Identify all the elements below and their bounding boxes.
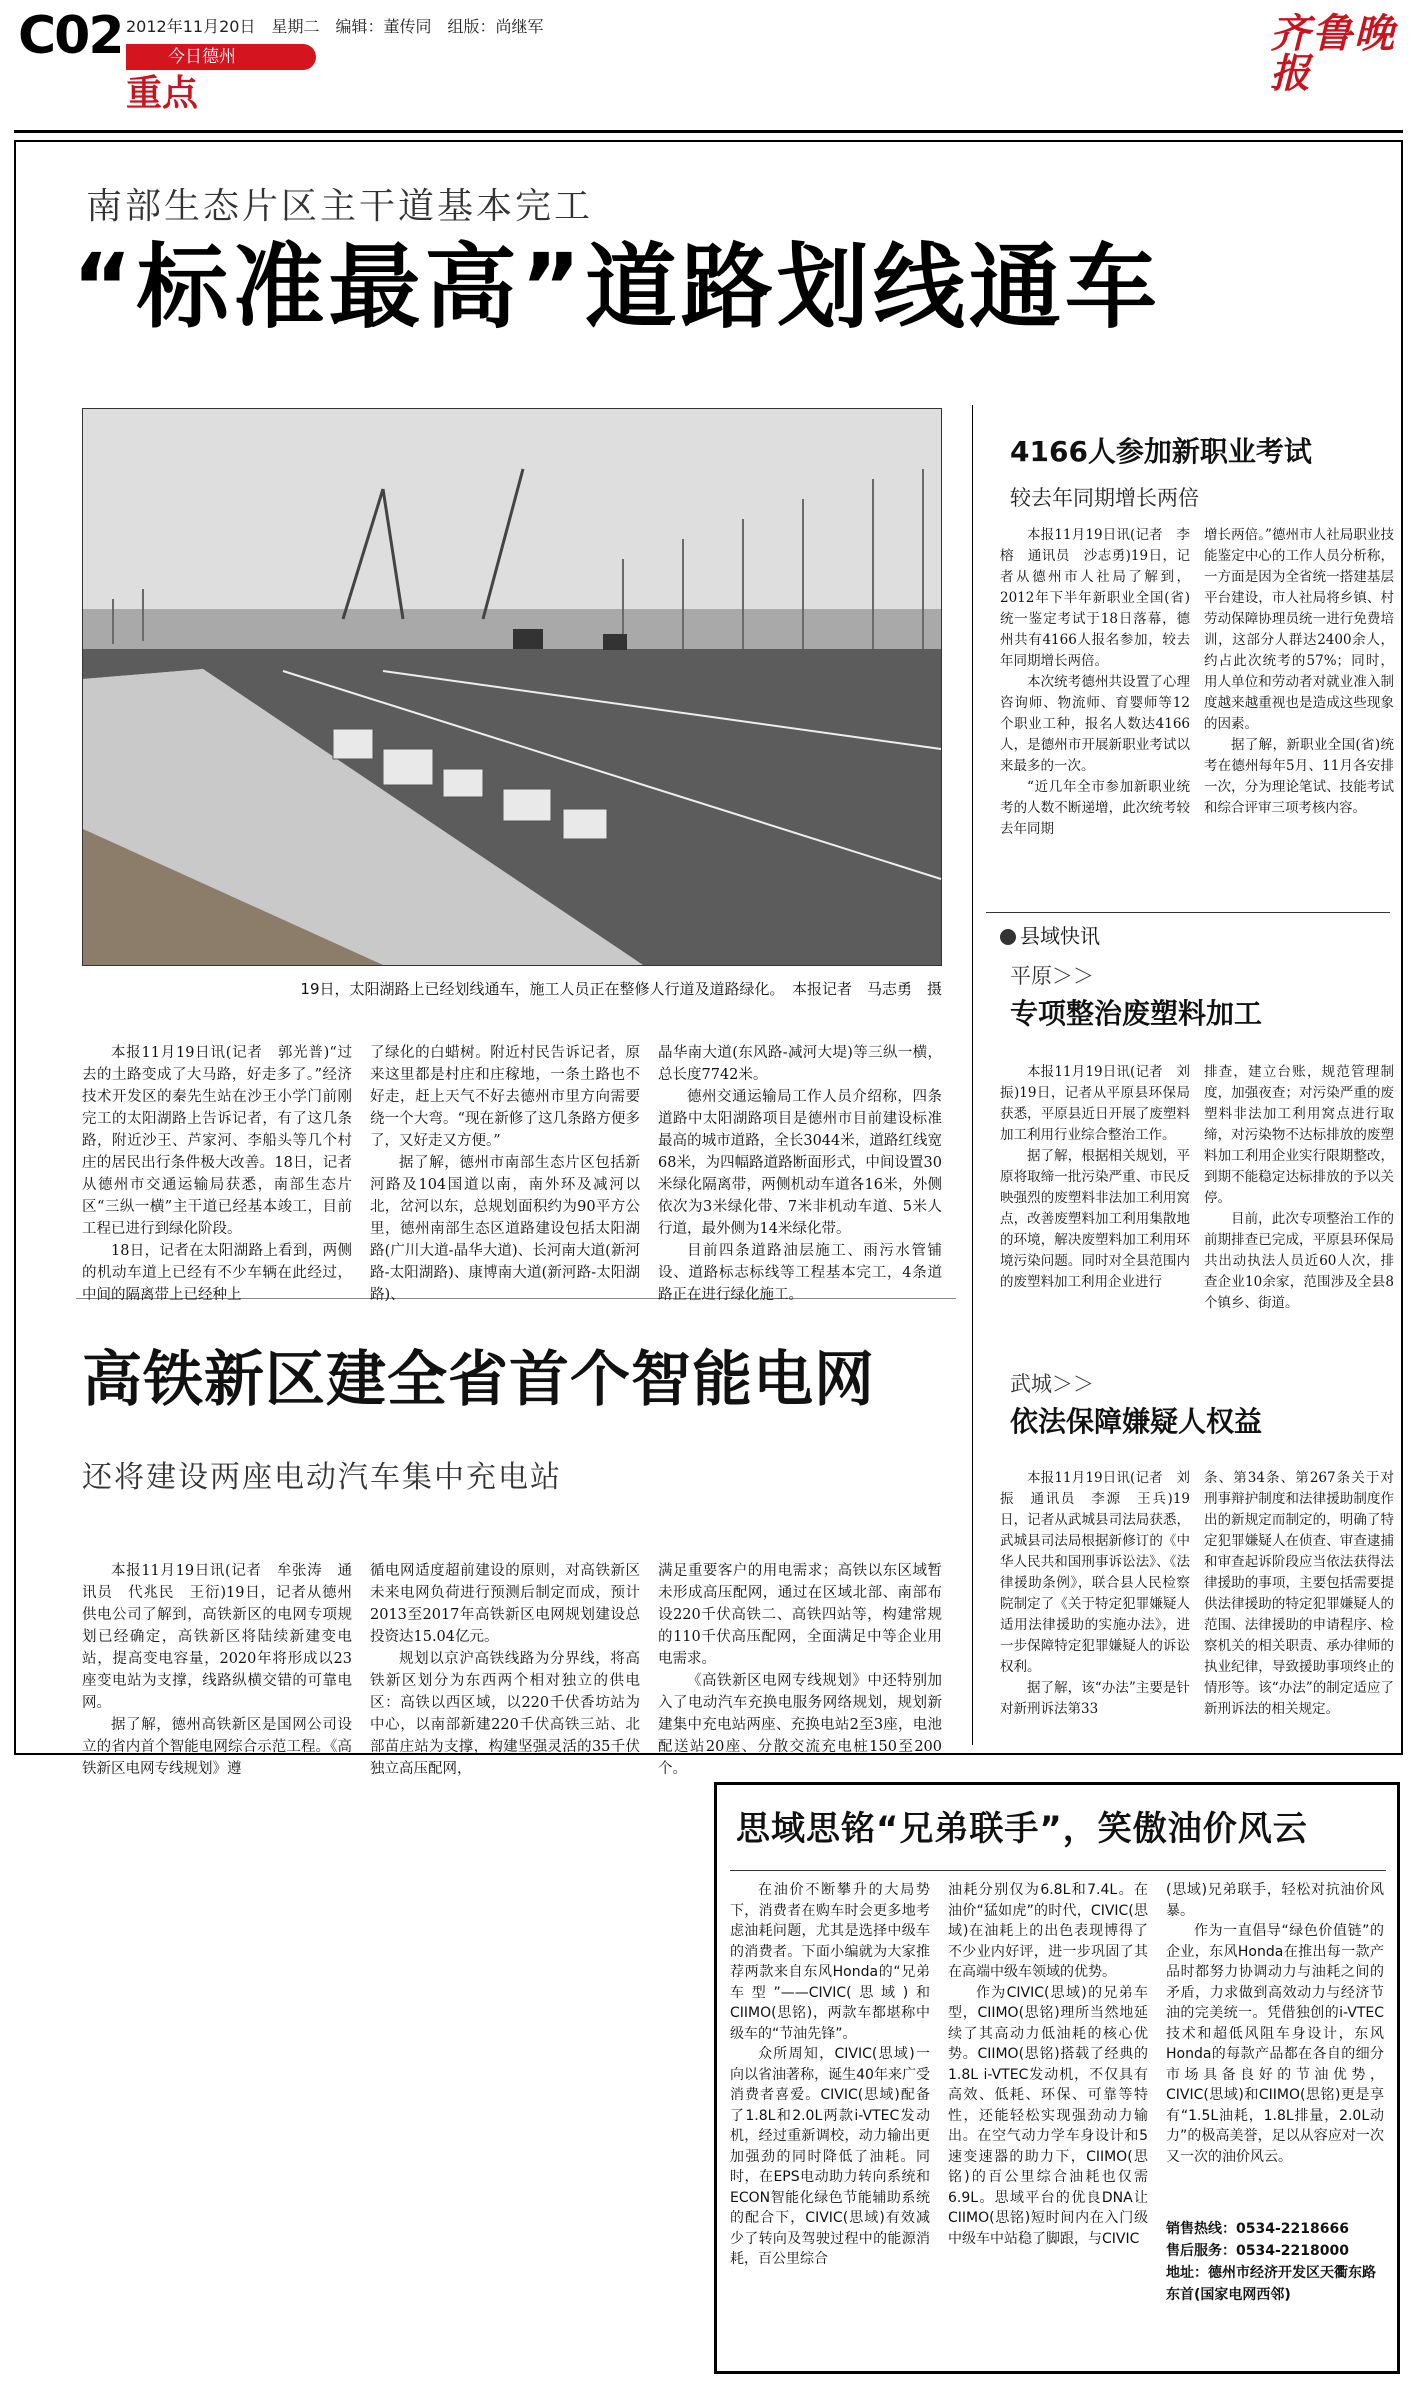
paragraph: 本报11月19日讯(记者 刘振)19日，记者从平原县环保局获悉，平原县近日开展了废塑料加工利用行业综合整治工作。 [1000, 1064, 1190, 1143]
paragraph: 据了解，根据相关规划，平原将取缔一批污染严重、市民反映强烈的废塑料非法加工利用窝点，改善废塑料加工利用集散地的环境，解决废塑料加工利用环境污染问题。同时对全县范围内的废塑料加工利用企业进行 [1000, 1148, 1190, 1290]
page-number: C02 [18, 6, 123, 66]
plastic-column-2 [1204, 1062, 1394, 1342]
exam-headline: 4166人参加新职业考试 [1010, 435, 1312, 468]
plastic-headline: 专项整治废塑料加工 [1010, 997, 1263, 1030]
paragraph: 据了解，新职业全国(省)统考在德州每年5月、11月各安排一次，分为理论笔试、技能考试和综合评审三项考核内容。 [1204, 737, 1394, 816]
section-pill: 今日德州 [126, 44, 316, 70]
advertorial-column-1 [730, 1880, 930, 2370]
paragraph: 目前四条道路油层施工、雨污水管铺设、道路标志标线等工程基本完工，4条道路正在进行绿化施工。 [658, 1243, 942, 1303]
story1-subtitle: 南部生态片区主干道基本完工 [86, 186, 594, 227]
paragraph: 作为一直倡导“绿色价值链”的企业，东风Honda在推出每一款产品时都努力协调动力与油耗之间的矛盾，力求做到高效动力与经济节油的完美统一。凭借独创的i-VTEC技术和超低风阻车身设计，东风Honda的每款产品都在各自的细分市场具备良好的节油优势，CIVIC(思域)和CIIMO(思铭)更是享有“1.5L油耗，1.8L排量，2.0L动力”的极高美誉，足以从容应对一次又一次的油价风云。 [1166, 1923, 1384, 2165]
county-news-label: 县域快讯 [1020, 924, 1100, 948]
road-photo-illustration [83, 409, 941, 965]
plastic-column-1 [1000, 1062, 1190, 1342]
story2-column-2 [370, 1560, 640, 1777]
paragraph: 条、第34条、第267条关于对刑事辩护制度和法律援助制度作出的新规定而制定的，明确了特定犯罪嫌疑人在侦查、审查逮捕和审查起诉阶段应当依法获得法律援助的事项，主要包括需要提供法律援助的特定犯罪嫌疑人的范围、法律援助的申请程序、检察机关的相关职责、承办律师的执业纪律，导致援助事项终止的情形等。该“办法”的制定适应了新刑诉法的相关规定。 [1204, 1470, 1394, 1717]
paragraph: 德州交通运输局工作人员介绍称，四条道路中太阳湖路项目是德州市目前建设标准最高的城市道路，全长3044米，道路红线宽68米，为四幅路道路断面形式，中间设置30米绿化隔离带，两侧机动车道各16米，外侧依次为3米绿化带、7米非机动车道、5米人行道，最外侧为14米绿化带。 [658, 1089, 942, 1237]
header-rule [14, 130, 1403, 133]
wucheng-label: 武城＞＞ [1010, 1372, 1094, 1396]
story2-headline: 高铁新区建全省首个智能电网 [82, 1345, 875, 1415]
sales-hotline: 销售热线：0534-2218666 [1166, 2221, 1349, 2237]
paragraph: 在油价不断攀升的大局势下，消费者在购车时会更多地考虑油耗问题，尤其是选择中级车的消费者。下面小编就为大家推荐两款来自东风Honda的“兄弟车型”——CIVIC(思域)和CIIMO(思铭)，两款车都堪称中级车的“节油先锋”。 [730, 1882, 930, 2042]
paragraph: 作为CIVIC(思域)的兄弟车型，CIIMO(思铭)理所当然地延续了其高动力低油耗的核心优势。CIIMO(思铭)搭载了经典的1.8L i-VTEC发动机，不仅具有高效、低耗、环保、可靠等特性，还能轻松实现强劲动力输出。在空气动力学车身设计和5速变速器的助力下，CIIMO(思铭)的百公里综合油耗也仅需6.9L。思域平台的优良DNA让CIIMO(思铭)短时间内在入门级中级车中站稳了脚跟，与CIVIC [948, 1984, 1148, 2247]
paragraph: 本报11月19日讯(记者 牟张涛 通讯员 代兆民 王衍)19日，记者从德州供电公司了解到，高铁新区的电网专项规划已经确定，高铁新区将陆续新建变电站，提高变电容量，2020年将形成以23座变电站为支撑，线路纵横交错的可靠电网。 [82, 1563, 352, 1711]
paragraph: “近几年全市参加新职业统考的人数不断递增，此次统考较去年同期 [1000, 779, 1190, 837]
paragraph: 本报11月19日讯(记者 刘振 通讯员 李源 王兵)19日，记者从武城县司法局获悉，武城县司法局根据新修订的《中华人民共和国刑事诉讼法》、《法律援助条例》，联合县人民检察院制定了《关于特定犯罪嫌疑人适用法律援助的实施办法》，进一步保障特定犯罪嫌疑人的诉讼权利。 [1000, 1470, 1190, 1675]
paragraph: 排查，建立台账，规范管理制度，加强夜查；对污染严重的废塑料非法加工利用窝点进行取缔，对污染物不达标排放的废塑料加工利用企业实行限期整改，到期不能稳定达标排放的予以关停。 [1204, 1064, 1394, 1206]
paragraph: 18日，记者在太阳湖路上看到，两侧的机动车道上已经有不少车辆在此经过，中间的隔离带上已经种上 [82, 1243, 352, 1303]
legal-aid-column-2 [1204, 1468, 1394, 1746]
story1-column-1 [82, 1042, 352, 1303]
paragraph: 增长两倍。”德州市人社局职业技能鉴定中心的工作人员分析称，一方面是因为全省统一搭建基层平台建设，市人社局将乡镇、村劳动保障协理员统一进行免费培训，这部分人群达2400余人，约占此次统考的57%；同时，用人单位和劳动者对就业准入制度越来越重视也是造成这些现象的因素。 [1204, 527, 1394, 732]
story1-headline: “标准最高”道路划线通车 [72, 234, 1161, 341]
paragraph: 《高铁新区电网专线规划》中还特别加入了电动汽车充换电服务网络规划，规划新建集中充电站两座、充换电站2至3座，电池配送站20座、分散交流充电桩150至200个。 [658, 1673, 942, 1777]
advertorial-column-3 [1166, 1880, 1384, 2210]
paragraph: 规划以京沪高铁线路为分界线，将高铁新区划分为东西两个相对独立的供电区：高铁以西区域，以220千伏香坊站为中心，以南部新建220千伏高铁三站、北部苗庄站为支撑，构建坚强灵活的35千伏独立高压配网， [370, 1651, 640, 1777]
paragraph: 油耗分别仅为6.8L和7.4L。在油价“猛如虎”的时代，CIVIC(思域)在油耗上的出色表现博得了不少业内好评，进一步巩固了其在高端中级车领域的优势。 [948, 1882, 1148, 1980]
paragraph: 据了解，德州市南部生态片区包括新河路及104国道以南，南外环及减河以北，岔河以东，总规划面积约为90平方公里，德州南部生态区道路建设包括太阳湖路(广川大道-晶华大道)、长河南大道(新河路-太阳湖路)、康博南大道(新河路-太阳湖路)、 [370, 1155, 640, 1303]
newspaper-logo: 齐鲁晚报 [1270, 10, 1396, 97]
paragraph: 本报11月19日讯(记者 李榕 通讯员 沙志勇)19日，记者从德州市人社局了解到，2012年下半年新职业全国(省)统一鉴定考试于18日落幕，德州共有4166人报名参加，较去年同期增长两倍。 [1000, 527, 1190, 669]
story1-column-3 [658, 1042, 942, 1303]
paragraph: 晶华南大道(东风路-减河大堤)等三纵一横，总长度7742米。 [658, 1045, 942, 1083]
column-divider [972, 405, 973, 1745]
road-photo [82, 408, 942, 966]
paragraph: 满足重要客户的用电需求；高铁以东区域暂未形成高压配网，通过在区域北部、南部布设220千伏高铁二、高铁四站等，构建常规的110千伏高压配网，全面满足中等企业用电需求。 [658, 1563, 942, 1667]
paragraph: 循电网适度超前建设的原则，对高铁新区未来电网负荷进行预测后制定而成，预计2013至2017年高铁新区电网规划建设总投资达15.04亿元。 [370, 1563, 640, 1645]
paragraph: 了绿化的白蜡树。附近村民告诉记者，原来这里都是村庄和庄稼地，一条土路也不好走，赶上天气不好去德州市里方向需要绕一个大弯。“现在新修了这几条路方便多了，又好走又方便。” [370, 1045, 640, 1149]
legal-aid-headline: 依法保障嫌疑人权益 [1010, 1405, 1263, 1438]
photo-caption: 19日，太阳湖路上已经划线通车，施工人员正在整修人行道及道路绿化。 本报记者 马志勇 摄 [300, 980, 942, 998]
county-rule [986, 912, 1390, 913]
advertorial-rule [730, 1870, 1386, 1871]
paragraph: 本报11月19日讯(记者 郭光普)“过去的土路变成了大马路，好走多了。”经济技术开发区的秦先生站在沙王小学门前刚完工的太阳湖路上告诉记者，有了这几条路，附近沙王、芦家河、李船头等几个村庄的居民出行条件极大改善。18日，记者从德州市交通运输局获悉，南部生态片区“三纵一横”主干道已经基本竣工，目前工程已进行到绿化阶段。 [82, 1045, 352, 1237]
story2-column-1 [82, 1560, 352, 1777]
paragraph: 据了解，德州高铁新区是国网公司设立的省内首个智能电网综合示范工程。《高铁新区电网专线规划》遵 [82, 1717, 352, 1777]
service-hotline: 售后服务：0534-2218000 [1166, 2243, 1349, 2259]
advertorial-headline: 思域思铭“兄弟联手”，笑傲油价风云 [736, 1809, 1308, 1849]
paragraph: 本次统考德州共设置了心理咨询师、物流师、育婴师等12个职业工种，报名人数达4166人，是德州市开展新职业考试以来最多的一次。 [1000, 674, 1190, 774]
story2-subtitle: 还将建设两座电动汽车集中充电站 [82, 1460, 562, 1495]
bullet-icon [1000, 929, 1016, 945]
exam-subtitle: 较去年同期增长两倍 [1010, 486, 1199, 510]
story2-column-3 [658, 1560, 942, 1777]
pingyuan-label: 平原＞＞ [1010, 964, 1094, 988]
section-name: 重点 [126, 73, 199, 114]
county-news-header [1000, 920, 1100, 949]
dealer-address: 地址：德州市经济开发区天衢东路东首(国家电网西邻) [1166, 2265, 1376, 2303]
dealer-contact [1166, 2218, 1388, 2306]
issue-info: 2012年11月20日 星期二 编辑：董传同 组版：尚继军 [126, 17, 544, 36]
paragraph: (思域)兄弟联手，轻松对抗油价风暴。 [1166, 1882, 1384, 1919]
exam-column-2 [1204, 525, 1394, 905]
paragraph: 目前，此次专项整治工作的前期排查已完成，平原县环保局共出动执法人员近60人次，排查企业10余家，范围涉及全县8个镇乡、街道。 [1204, 1211, 1394, 1311]
paragraph: 众所周知，CIVIC(思域)一向以省油著称，诞生40年来广受消费者喜爱。CIVIC(思域)配备了1.8L和2.0L两款i-VTEC发动机，经过重新调校，动力输出更加强劲的同时降低了油耗。同时，在EPS电动助力转向系统和ECON智能化绿色节能辅助系统的配合下，CIVIC(思域)有效减少了转向及驾驶过程中的能源消耗，百公里综合 [730, 2046, 930, 2267]
paragraph: 据了解，该“办法”主要是针对新刑诉法第33 [1000, 1680, 1190, 1717]
story1-column-2 [370, 1042, 640, 1303]
legal-aid-column-1 [1000, 1468, 1190, 1746]
advertorial-column-2 [948, 1880, 1148, 2370]
exam-column-1 [1000, 525, 1190, 905]
